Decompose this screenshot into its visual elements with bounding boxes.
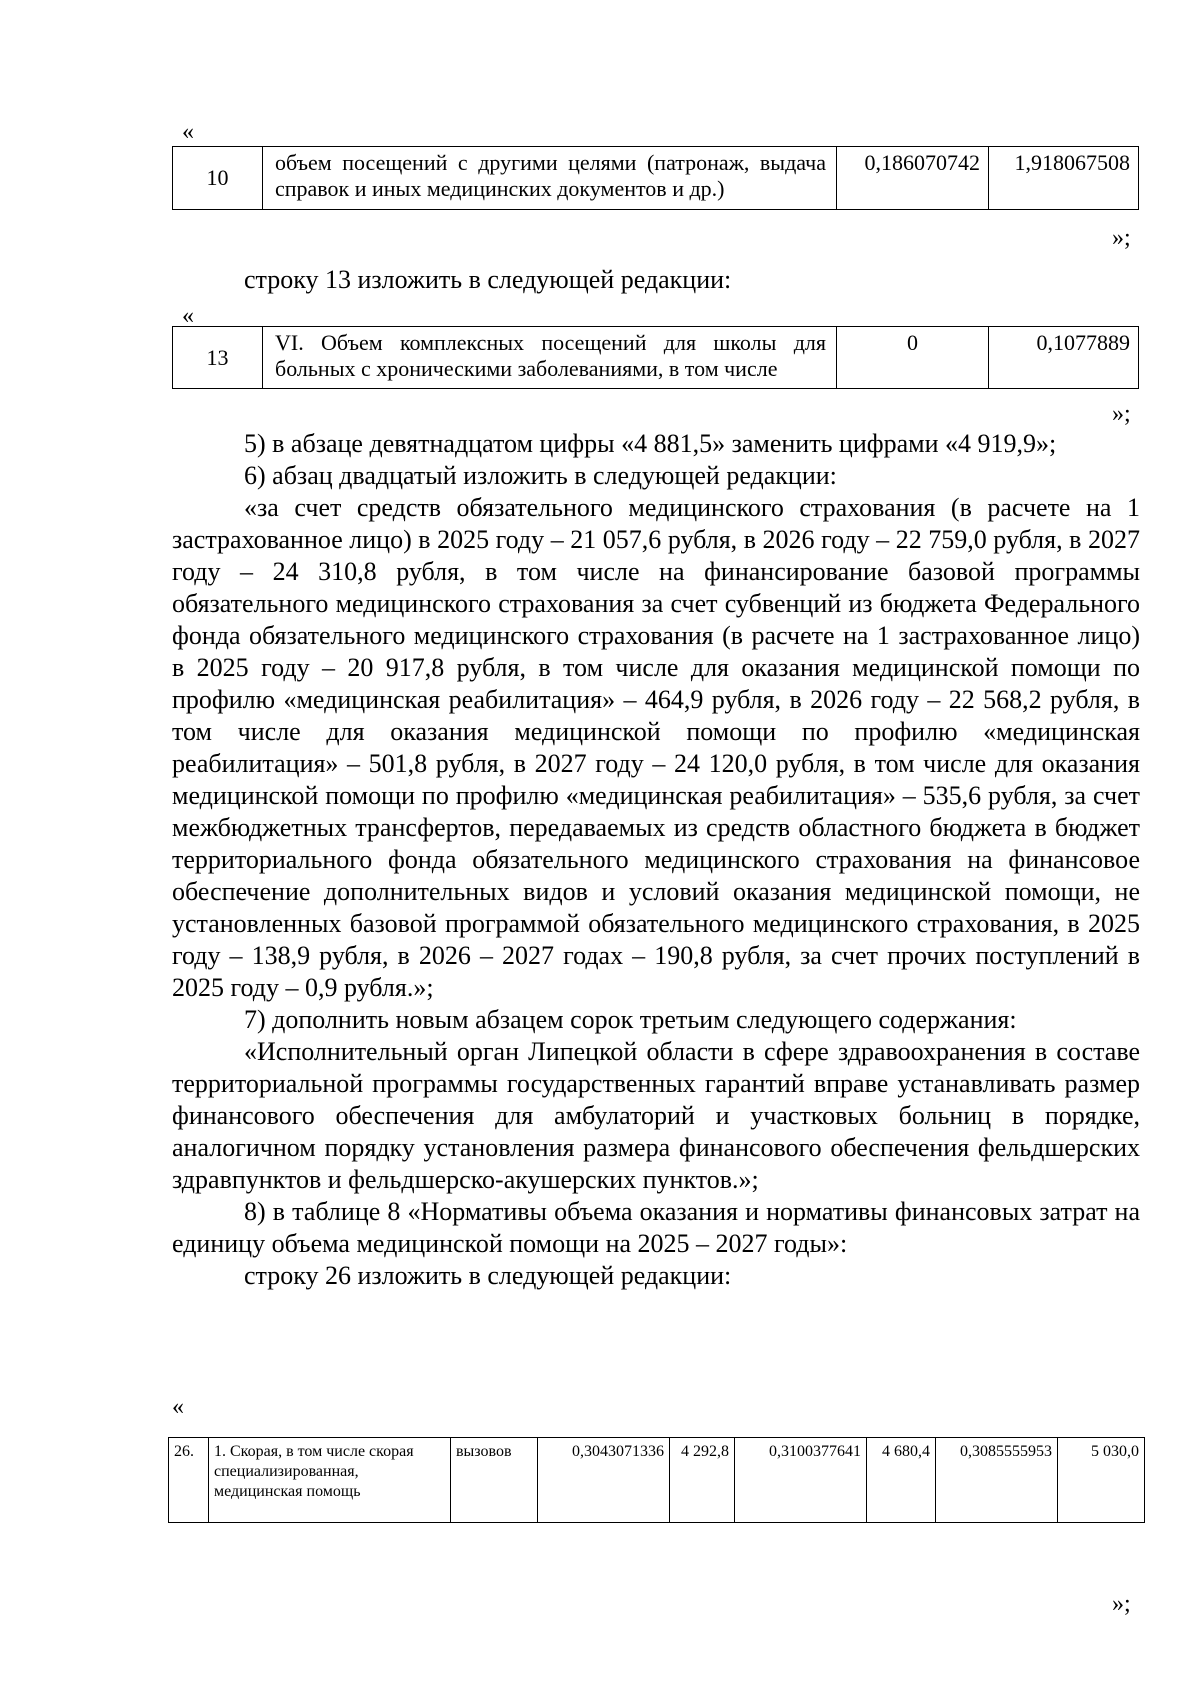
item-7: 7) дополнить новым абзацем сорок третьим следующего содержания:	[244, 1005, 1017, 1034]
value-2025: 0,186070742	[837, 147, 989, 210]
closing-quote: »;	[1112, 1591, 1131, 1617]
cost-2025: 4 292,8	[670, 1438, 735, 1523]
opening-quote: «	[182, 119, 194, 145]
table-row-10	[172, 146, 1139, 210]
item-6: 6) абзац двадцатый изложить в следующей редакции:	[244, 461, 837, 490]
intro-row-26: строку 26 изложить в следующей редакции:	[244, 1261, 732, 1290]
row-number: 10	[173, 147, 263, 210]
unit: вызовов	[451, 1438, 538, 1523]
row-description: VI. Объем комплексных посещений для школы для больных с хроническими заболеваниями, в том числе	[263, 327, 837, 389]
closing-quote: »;	[1112, 225, 1131, 251]
opening-quote: «	[182, 303, 194, 329]
amendments-text	[172, 428, 1140, 1292]
value-2026: 1,918067508	[989, 147, 1139, 210]
table-row-13	[172, 326, 1139, 389]
table-row-26	[168, 1437, 1145, 1523]
item-6-text: «за счет средств обязательного медицинского страхования (в расчете на 1 застрахованное лицо) в 2025 году – 21 057,6 рубля, в 2026 году – 22 759,0 рубля, в 2027 году – 24 310,8 рубля, в том числе на финансирование базовой программы обязательного медицинского страхования за счет субвенций из бюджета Федерального фонда обязательного медицинского страхования (в расчете на 1 застрахованное лицо) в 2025 году – 20 917,8 рубля, в том числе для оказания медицинской помощи по профилю «медицинская реабилитация» – 464,9 рубля, в 2026 году – 22 568,2 рубля, в том числе для оказания медицинской помощи по профилю «медицинская реабилитация» – 501,8 рубля, в 2027 году – 24 120,0 рубля, в том числе для оказания медицинской помощи по профилю «медицинская реабилитация» – 535,6 рубля, за счет межбюджетных трансфертов, передаваемых из средств областного бюджета в бюджет территориального фонда обязательного медицинского страхования на финансовое обеспечение дополнительных видов и условий оказания медицинской помощи, не установленных базовой программой обязательного медицинского страхования, в 2025 году – 138,9 рубля, в 2026 – 2027 годах – 190,8 рубля, за счет прочих поступлений в 2025 году – 0,9 рубля.»;	[172, 493, 1140, 1002]
row-number: 13	[173, 327, 263, 389]
item-7-text: «Исполнительный орган Липецкой области в сфере здравоохранения в составе территориальной программы государственных гарантий вправе устанавливать размер финансового обеспечения для амбулаторий и участковых больниц в порядке, аналогичном порядку установления размера финансового обеспечения фельдшерских здравпунктов и фельдшерско-акушерских пунктов.»;	[172, 1037, 1140, 1194]
volume-2027: 0,3085555953	[936, 1438, 1058, 1523]
value-2025: 0	[837, 327, 989, 389]
row-description: объем посещений с другими целями (патронаж, выдача справок и иных медицинских документов и др.)	[263, 147, 837, 210]
opening-quote: «	[172, 1394, 184, 1420]
intro-row-13: строку 13 изложить в следующей редакции:	[244, 265, 732, 294]
item-5: 5) в абзаце девятнадцатом цифры «4 881,5» заменить цифрами «4 919,9»;	[244, 429, 1057, 458]
volume-2026: 0,3100377641	[735, 1438, 867, 1523]
value-2026: 0,1077889	[989, 327, 1139, 389]
item-8: 8) в таблице 8 «Нормативы объема оказания и нормативы финансовых затрат на единицу объема медицинской помощи на 2025 – 2027 годы»:	[172, 1197, 1140, 1258]
cost-2026: 4 680,4	[867, 1438, 936, 1523]
cost-2027: 5 030,0	[1058, 1438, 1145, 1523]
volume-2025: 0,3043071336	[538, 1438, 670, 1523]
row-description: 1. Скорая, в том числе скорая специализированная, медицинская помощь	[209, 1438, 451, 1523]
closing-quote: »;	[1112, 401, 1131, 427]
row-number: 26.	[169, 1438, 209, 1523]
